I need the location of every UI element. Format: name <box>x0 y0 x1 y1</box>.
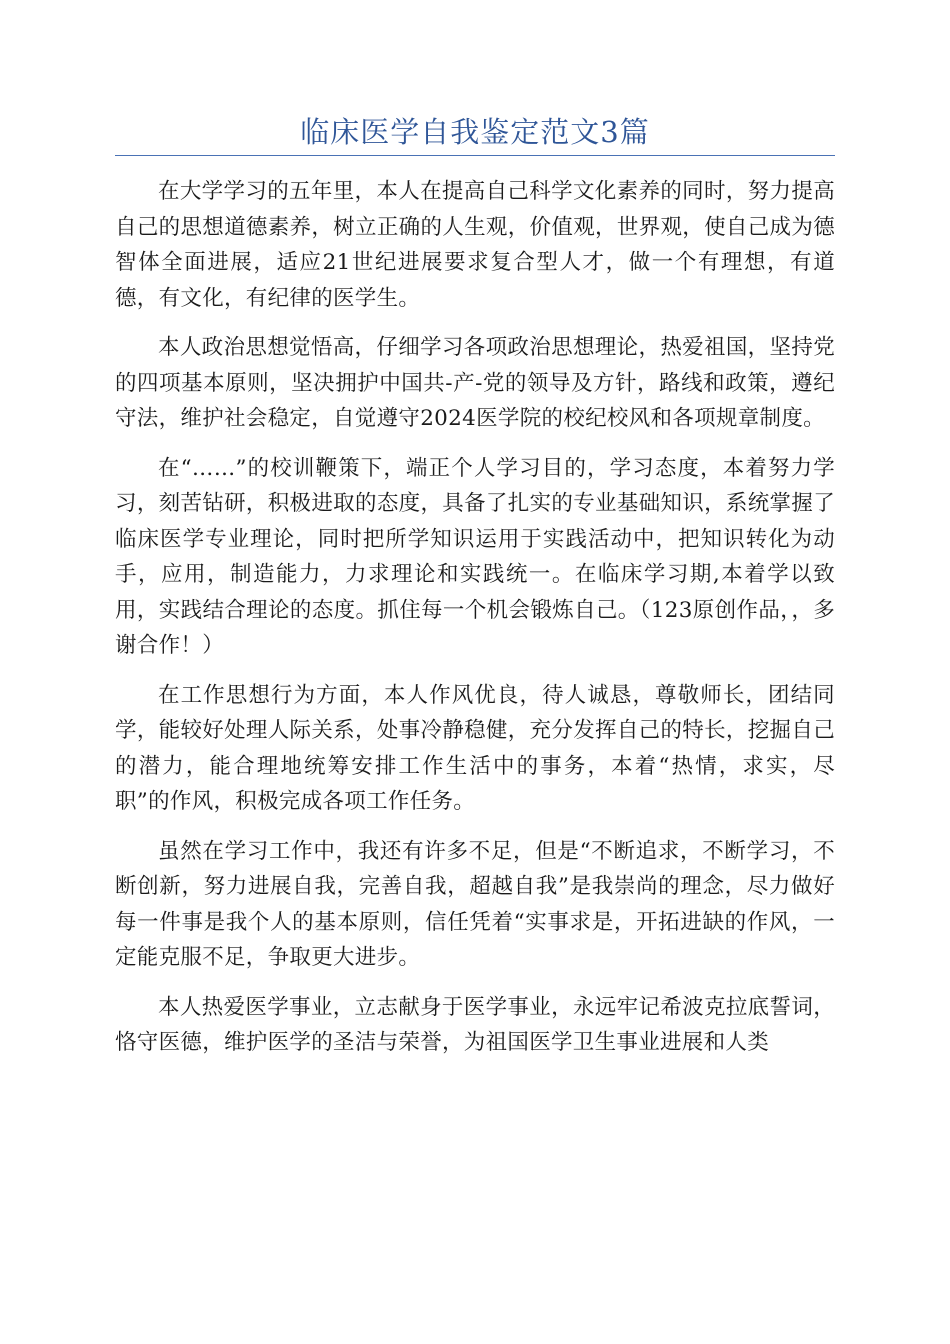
title-underline <box>115 155 835 156</box>
paragraph-6: 本人热爱医学事业，立志献身于医学事业，永远牢记希波克拉底誓词，恪守医德，维护医学的圣洁与荣誉，为祖国医学卫生事业进展和人类 <box>115 994 835 1055</box>
document-title: 临床医学自我鉴定范文3篇 <box>300 115 650 149</box>
paragraph-4: 在工作思想行为方面，本人作风优良，待人诚恳，尊敬师长，团结同学，能较好处理人际关系，处事冷静稳健，充分发挥自己的特长，挖掘自己的潜力，能合理地统筹安排工作生活中的事务，本着“热情，求实，尽职”的作风，积极完成各项工作任务。 <box>115 682 835 814</box>
paragraph-1: 在大学学习的五年里，本人在提高自己科学文化素养的同时，努力提高自己的思想道德素养，树立正确的人生观，价值观，世界观，使自己成为德智体全面进展，适应21世纪进展要求复合型人才，做一个有理想，有道德，有文化，有纪律的医学生。 <box>115 179 835 311</box>
paragraph-3: 在“……”的校训鞭策下，端正个人学习目的，学习态度，本着努力学习，刻苦钻研，积极进取的态度，具备了扎实的专业基础知识，系统掌握了临床医学专业理论，同时把所学知识运用于实践活动中，把知识转化为动手，应用，制造能力，力求理论和实践统一。在临床学习期,本着学以致用，实践结合理论的态度。抓住每一个机会锻炼自己。（123原创作品，，多谢合作！） <box>115 455 835 658</box>
document-body <box>115 174 835 1075</box>
paragraph-5: 虽然在学习工作中，我还有许多不足，但是“不断追求，不断学习，不断创新，努力进展自我，完善自我，超越自我”是我崇尚的理念，尽力做好每一件事是我个人的基本原则，信任凭着“实事求是，开拓进缺的作风，一定能克服不足，争取更大进步。 <box>115 838 835 970</box>
paragraph-2: 本人政治思想觉悟高，仔细学习各项政治思想理论，热爱祖国，坚持党的四项基本原则，坚决拥护中国共-产-党的领导及方针，路线和政策，遵纪守法，维护社会稳定，自觉遵守2024医学院的校纪校风和各项规章制度。 <box>115 335 835 431</box>
